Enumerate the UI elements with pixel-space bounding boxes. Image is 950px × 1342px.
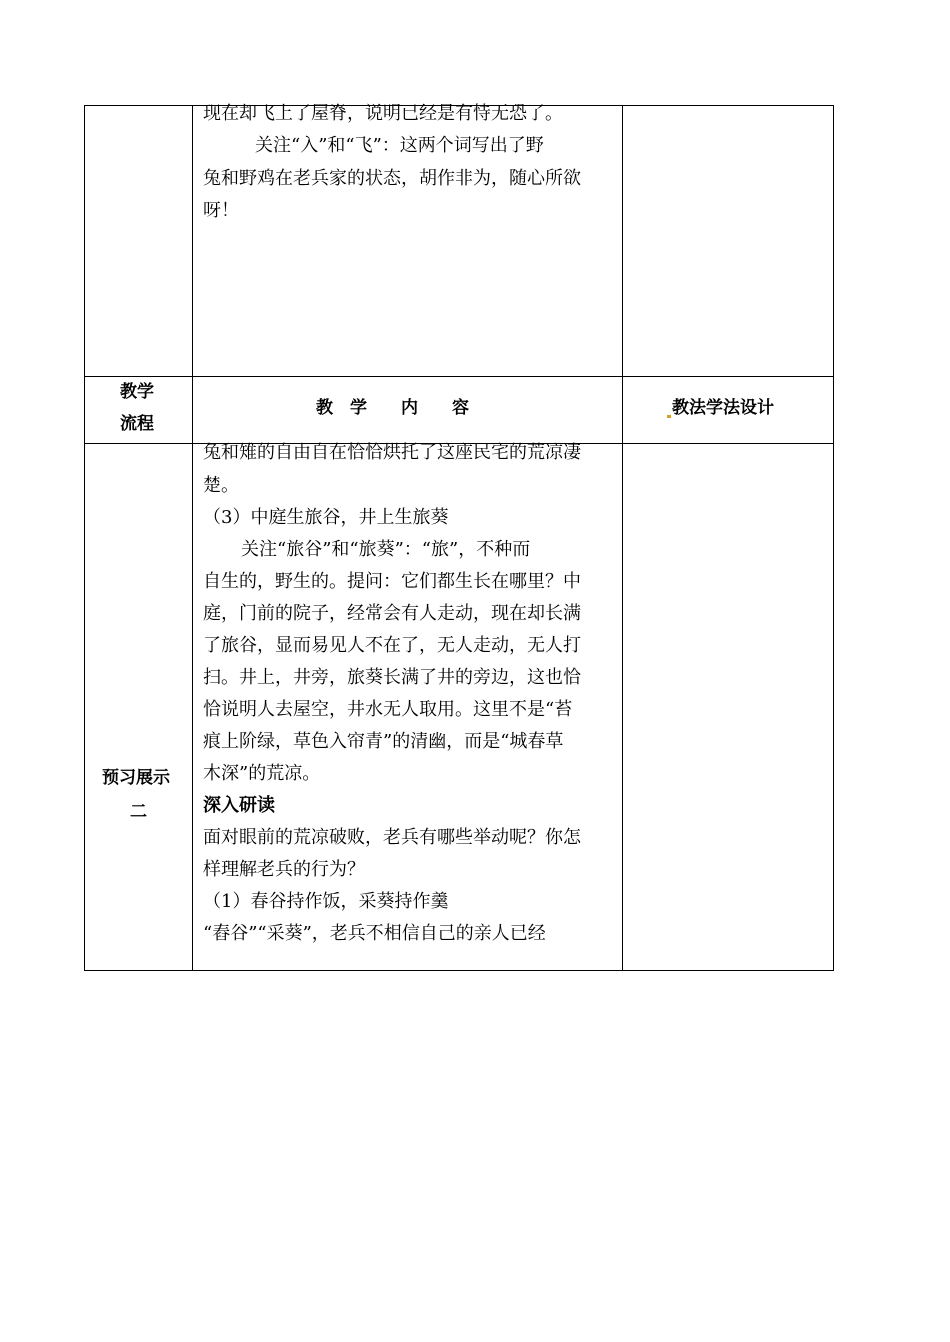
content-line: （3）中庭生旅谷，井上生旅葵 (203, 507, 449, 528)
content-line: 了旅谷，显而易见人不在了，无人走动，无人打 (203, 635, 581, 656)
content-line: 关注“入”和“飞”：这两个词写出了野 (255, 135, 544, 156)
header-method-label (667, 393, 774, 418)
table-border-right (833, 105, 834, 971)
header-content-text: 教 学 内 容 (316, 398, 469, 418)
table-border-left (84, 105, 85, 971)
stage-label: 预习展示 (102, 768, 170, 788)
content-line: “舂谷”“采葵”，老兵不相信自己的亲人已经 (203, 923, 546, 944)
edit-mark-icon (667, 415, 671, 418)
content-line: 扫。井上，井旁，旅葵长满了井的旁边，这也恰 (203, 667, 581, 688)
content-line: 呀！ (203, 200, 239, 221)
content-line: 自生的，野生的。提问：它们都生长在哪里？中 (203, 571, 581, 592)
content-line: 面对眼前的荒凉破败，老兵有哪些举动呢？你怎 (203, 827, 581, 848)
column-divider-2 (622, 105, 623, 971)
subheading: 深入研读 (203, 795, 275, 816)
column-divider-1 (192, 105, 193, 971)
header-content-label (316, 393, 469, 418)
stage-label: 二 (130, 802, 147, 822)
content-line: 现在却飞上了屋脊，说明已经是有恃无恐了。 (203, 103, 563, 124)
content-line: 关注“旅谷”和“旅葵”：“旅”，不种而 (241, 539, 531, 560)
content-line: 木深”的荒凉。 (203, 763, 321, 784)
content-line: （1）春谷持作饭，采葵持作羹 (203, 891, 449, 912)
table-border-bottom (84, 970, 834, 971)
content-line: 兔和雉的自由自在恰恰烘托了这座民宅的荒凉凄 (203, 442, 581, 463)
header-process-label: 流程 (120, 414, 154, 434)
content-line: 样理解老兵的行为？ (203, 859, 365, 880)
content-line: 楚。 (203, 475, 239, 496)
content-line: 庭，门前的院子，经常会有人走动，现在却长满 (203, 603, 581, 624)
content-line: 痕上阶绿，草色入帘青”的清幽，而是“城春草 (203, 731, 564, 752)
header-method-text: 教法学法设计 (672, 398, 774, 418)
header-process-label: 教学 (120, 382, 154, 402)
content-line: 恰说明人去屋空，井水无人取用。这里不是“苔 (203, 699, 573, 720)
header-row-top-border (84, 376, 834, 377)
content-line: 兔和野鸡在老兵家的状态，胡作非为，随心所欲 (203, 168, 581, 189)
